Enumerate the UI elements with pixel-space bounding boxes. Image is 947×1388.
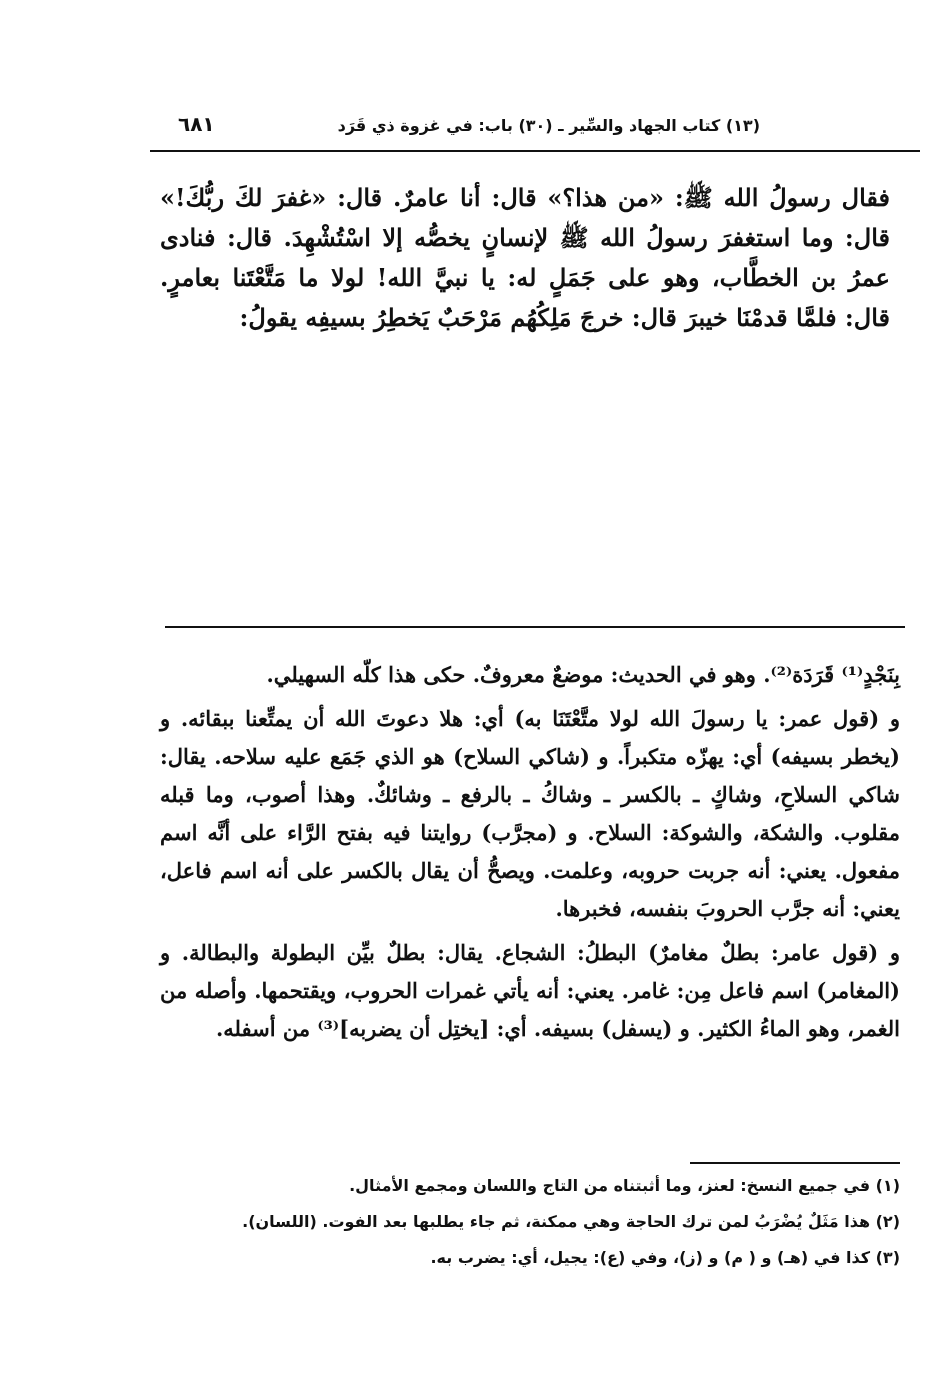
commentary-divider — [165, 626, 905, 628]
footnote-3: (٣) كذا في (هـ) و ( م) و (ز)، وفي (ع): يجيل، أي: يضرب به. — [430, 1248, 900, 1267]
commentary-paragraph-3: و (قول عامر: بطلٌ مغامرٌ) البطلُ: الشجاع. يقال: بطلٌ بيِّن البطولة والبطالة. و (المغامر) اسم فاعل مِن: غامر. يعني: أنه يأتي غمرات الحروب، ويقتحمها. وأصله من الغمر، وهو الماءُ الكثير. و (يسفل) بسيفه. أي: [يختِل أن يضربه]⁽³⁾ من أسفله. — [160, 940, 900, 1041]
commentary-paragraph-2: و (قول عمر: يا رسولَ الله لولا متَّعْتَنَا به) أي: هلا دعوتَ الله أن يمتِّعنا ببقائه. و (يخطر بسيفه) أي: يهزّه متكبراً. و (شاكي السلاح) هو الذي جَمَع عليه سلاحه. يقال: شاكي السلاحِ، وشاكٍ ـ بالكسر ـ وشاكُ ـ بالرفع ـ وشائكٌ. وهذا أصوب، وما قبله مقلوب. والشكة، والشوكة: السلاح. و (مجرَّب) روايتنا فيه بفتح الرَّاء على أنَّه اسم مفعول. يعني: أنه جربت حروبه، وعلمت. ويصحُّ أن يقال بالكسر على أنه اسم فاعل، يعني: أنه جرَّب الحروبَ بنفسه، فخبرها. — [160, 706, 900, 921]
footnote-1: (١) في جميع النسخ: لعنز، وما أثبتناه من التاج واللسان ومجمع الأمثال. — [349, 1176, 900, 1195]
header-rule — [150, 150, 920, 152]
page-number: ٦٨١ — [178, 112, 215, 136]
page-header — [150, 110, 910, 150]
main-text — [160, 178, 890, 338]
running-title: (١٣) كتاب الجهاد والسِّير ـ (٣٠) باب: في غزوة ذي قَرَد — [337, 116, 760, 135]
footnote-rule — [690, 1162, 900, 1164]
commentary-text — [160, 656, 900, 1054]
commentary-paragraph-1: بِنَجْدٍ⁽¹⁾ قَرَدَة⁽²⁾. وهو في الحديث: موضعٌ معروفٌ. حكى هذا كلّه السهيلي. — [266, 662, 900, 687]
footnotes — [160, 1168, 900, 1276]
main-paragraph: فقال رسولُ الله ﷺ: «من هذا؟» قال: أنا عامرٌ. قال: «غفرَ لكَ ربُّكَ!» قال: وما استغفرَ رسولُ الله ﷺ لإنسانٍ يخصُّه إلا اسْتُشْهِدَ. قال: فنادى عمرُ بن الخطَّاب، وهو على جَمَلٍ له: يا نبيَّ الله! لولا ما مَتَّعْتَنا بعامرٍ. قال: فلمَّا قدمْنَا خيبرَ قال: خرجَ مَلِكُهُم مَرْحَبٌ يَخطِرُ بسيفِه يقولُ: — [160, 183, 890, 332]
footnote-2: (٢) هذا مَثَلٌ يُضْرَبُ لمن ترك الحاجة وهي ممكنة، ثم جاء يطلبها بعد الفوت. (اللسان). — [242, 1212, 900, 1231]
